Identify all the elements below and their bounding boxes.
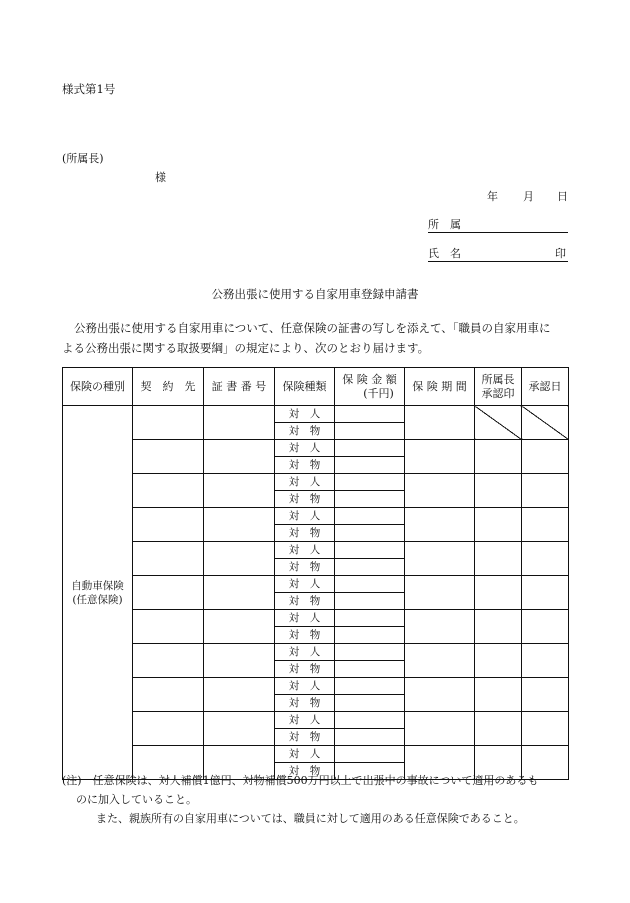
amount-property-cell[interactable]: [335, 525, 405, 542]
kind-person-cell: 対 人: [275, 644, 335, 661]
kind-person-cell: 対 人: [275, 576, 335, 593]
insurer-cell[interactable]: [133, 406, 204, 440]
addressee-org: (所属長): [62, 152, 104, 165]
approval-date-cell[interactable]: [522, 678, 569, 712]
approver-seal-cell[interactable]: [475, 678, 522, 712]
approval-date-cell[interactable]: [522, 542, 569, 576]
table-row: [63, 474, 569, 491]
amount-person-cell[interactable]: [335, 576, 405, 593]
kind-person-cell: 対 人: [275, 508, 335, 525]
header-certificate: 証 書 番 号: [204, 368, 275, 406]
insurer-cell[interactable]: [133, 644, 204, 678]
document-title: 公務出張に使用する自家用車登録申請書: [211, 287, 419, 301]
amount-property-cell[interactable]: [335, 423, 405, 440]
insurer-cell[interactable]: [133, 678, 204, 712]
kind-property-cell: 対 物: [275, 627, 335, 644]
header-kind: 保険種類: [275, 368, 335, 406]
insurer-cell[interactable]: [133, 542, 204, 576]
approver-seal-cell[interactable]: [475, 406, 522, 440]
approver-seal-cell[interactable]: [475, 644, 522, 678]
name-field[interactable]: [428, 245, 568, 262]
affiliation-label: 所 属: [428, 218, 461, 231]
kind-property-cell: 対 物: [275, 525, 335, 542]
certificate-cell[interactable]: [204, 406, 275, 440]
amount-person-cell[interactable]: [335, 474, 405, 491]
notes: [62, 771, 582, 828]
amount-property-cell[interactable]: [335, 695, 405, 712]
header-category: 保険の種別: [63, 368, 133, 406]
body-paragraph: [62, 318, 570, 358]
approval-date-cell[interactable]: [522, 474, 569, 508]
approval-date-cell[interactable]: [522, 644, 569, 678]
seal-mark: 印: [555, 247, 566, 260]
approval-date-cell[interactable]: [522, 576, 569, 610]
certificate-cell[interactable]: [204, 610, 275, 644]
amount-property-cell[interactable]: [335, 491, 405, 508]
certificate-cell[interactable]: [204, 440, 275, 474]
date-day: 日: [557, 190, 568, 203]
table-row: [63, 406, 569, 423]
kind-property-cell: 対 物: [275, 695, 335, 712]
amount-person-cell[interactable]: [335, 678, 405, 695]
date-month: 月: [523, 190, 534, 203]
period-cell[interactable]: [405, 712, 475, 746]
note-line-1: (注) 任意保険は、対人補償1億円、対物補償500万円以上で出張中の事故について適用のあるも: [62, 774, 539, 787]
kind-person-cell: 対 人: [275, 440, 335, 457]
date-year: 年: [487, 190, 498, 203]
kind-property-cell: 対 物: [275, 729, 335, 746]
insurer-cell[interactable]: [133, 440, 204, 474]
kind-person-cell: 対 人: [275, 746, 335, 763]
period-cell[interactable]: [405, 678, 475, 712]
note-line-3: また、親族所有の自家用車については、職員に対して適用のある任意保険であること。: [96, 812, 525, 825]
body-line-1: 公務出張に使用する自家用車について、任意保険の証書の写しを添えて、「職員の自家用車に: [74, 321, 551, 335]
kind-person-cell: 対 人: [275, 474, 335, 491]
kind-property-cell: 対 物: [275, 593, 335, 610]
certificate-cell[interactable]: [204, 542, 275, 576]
insurer-cell[interactable]: [133, 474, 204, 508]
insurance-table: [62, 367, 569, 780]
approval-date-cell[interactable]: [522, 406, 569, 440]
kind-property-cell: 対 物: [275, 763, 335, 780]
period-cell[interactable]: [405, 576, 475, 610]
table-header-row: [63, 368, 569, 406]
insurer-cell[interactable]: [133, 508, 204, 542]
table-row: [63, 678, 569, 695]
insurer-cell[interactable]: [133, 610, 204, 644]
amount-person-cell[interactable]: [335, 542, 405, 559]
category-cell: [63, 406, 133, 780]
body-line-2: よる公務出張に関する取扱要綱」の規定により、次のとおり届けます。: [62, 341, 430, 355]
header-period: 保 険 期 間: [405, 368, 475, 406]
approver-seal-cell[interactable]: [475, 508, 522, 542]
amount-property-cell[interactable]: [335, 559, 405, 576]
kind-person-cell: 対 人: [275, 542, 335, 559]
period-cell[interactable]: [405, 644, 475, 678]
affiliation-field[interactable]: [428, 216, 568, 233]
header-approver: [475, 368, 522, 406]
kind-property-cell: 対 物: [275, 559, 335, 576]
amount-person-cell[interactable]: [335, 406, 405, 423]
insurer-cell[interactable]: [133, 576, 204, 610]
insurer-cell[interactable]: [133, 712, 204, 746]
period-cell[interactable]: [405, 406, 475, 440]
amount-person-cell[interactable]: [335, 440, 405, 457]
approval-date-cell[interactable]: [522, 508, 569, 542]
kind-person-cell: 対 人: [275, 712, 335, 729]
amount-person-cell[interactable]: [335, 508, 405, 525]
table-row: [63, 712, 569, 729]
approver-seal-cell[interactable]: [475, 712, 522, 746]
certificate-cell[interactable]: [204, 576, 275, 610]
addressee-honorific: 様: [155, 171, 166, 184]
amount-property-cell[interactable]: [335, 457, 405, 474]
kind-person-cell: 対 人: [275, 678, 335, 695]
amount-person-cell[interactable]: [335, 610, 405, 627]
kind-property-cell: 対 物: [275, 661, 335, 678]
table-row: [63, 610, 569, 627]
amount-property-cell[interactable]: [335, 729, 405, 746]
approval-date-cell[interactable]: [522, 610, 569, 644]
amount-property-cell[interactable]: [335, 627, 405, 644]
certificate-cell[interactable]: [204, 474, 275, 508]
header-approver-line2: 承認印: [481, 386, 515, 400]
approver-seal-cell[interactable]: [475, 576, 522, 610]
table-row: [63, 746, 569, 763]
approver-seal-cell[interactable]: [475, 610, 522, 644]
header-amount-line2: (千円): [363, 386, 394, 400]
approval-date-cell[interactable]: [522, 440, 569, 474]
header-amount: [335, 368, 405, 406]
period-cell[interactable]: [405, 542, 475, 576]
note-line-2: のに加入していること。: [76, 793, 197, 806]
certificate-cell[interactable]: [204, 644, 275, 678]
header-insurer: 契 約 先: [133, 368, 204, 406]
period-cell[interactable]: [405, 610, 475, 644]
name-label: 氏 名: [428, 247, 461, 260]
period-cell[interactable]: [405, 440, 475, 474]
amount-property-cell[interactable]: [335, 593, 405, 610]
period-cell[interactable]: [405, 508, 475, 542]
header-approval-date: 承認日: [522, 368, 569, 406]
category-line1: 自動車保険: [71, 579, 124, 592]
kind-person-cell: 対 人: [275, 406, 335, 423]
amount-property-cell[interactable]: [335, 661, 405, 678]
certificate-cell[interactable]: [204, 508, 275, 542]
approver-seal-cell[interactable]: [475, 440, 522, 474]
certificate-cell[interactable]: [204, 712, 275, 746]
table-row: [63, 542, 569, 559]
period-cell[interactable]: [405, 474, 475, 508]
approval-date-cell[interactable]: [522, 712, 569, 746]
category-line2: (任意保険): [72, 593, 123, 606]
approver-seal-cell[interactable]: [475, 474, 522, 508]
amount-person-cell[interactable]: [335, 746, 405, 763]
amount-person-cell[interactable]: [335, 644, 405, 661]
table-row: [63, 508, 569, 525]
header-amount-line1: 保 険 金 額: [342, 372, 397, 386]
header-approver-line1: 所属長: [481, 372, 515, 386]
kind-property-cell: 対 物: [275, 457, 335, 474]
kind-property-cell: 対 物: [275, 491, 335, 508]
table-row: [63, 440, 569, 457]
kind-person-cell: 対 人: [275, 610, 335, 627]
form-number: 様式第1号: [62, 82, 116, 96]
amount-person-cell[interactable]: [335, 712, 405, 729]
certificate-cell[interactable]: [204, 678, 275, 712]
approver-seal-cell[interactable]: [475, 542, 522, 576]
table-row: [63, 644, 569, 661]
table-row: [63, 576, 569, 593]
kind-property-cell: 対 物: [275, 423, 335, 440]
